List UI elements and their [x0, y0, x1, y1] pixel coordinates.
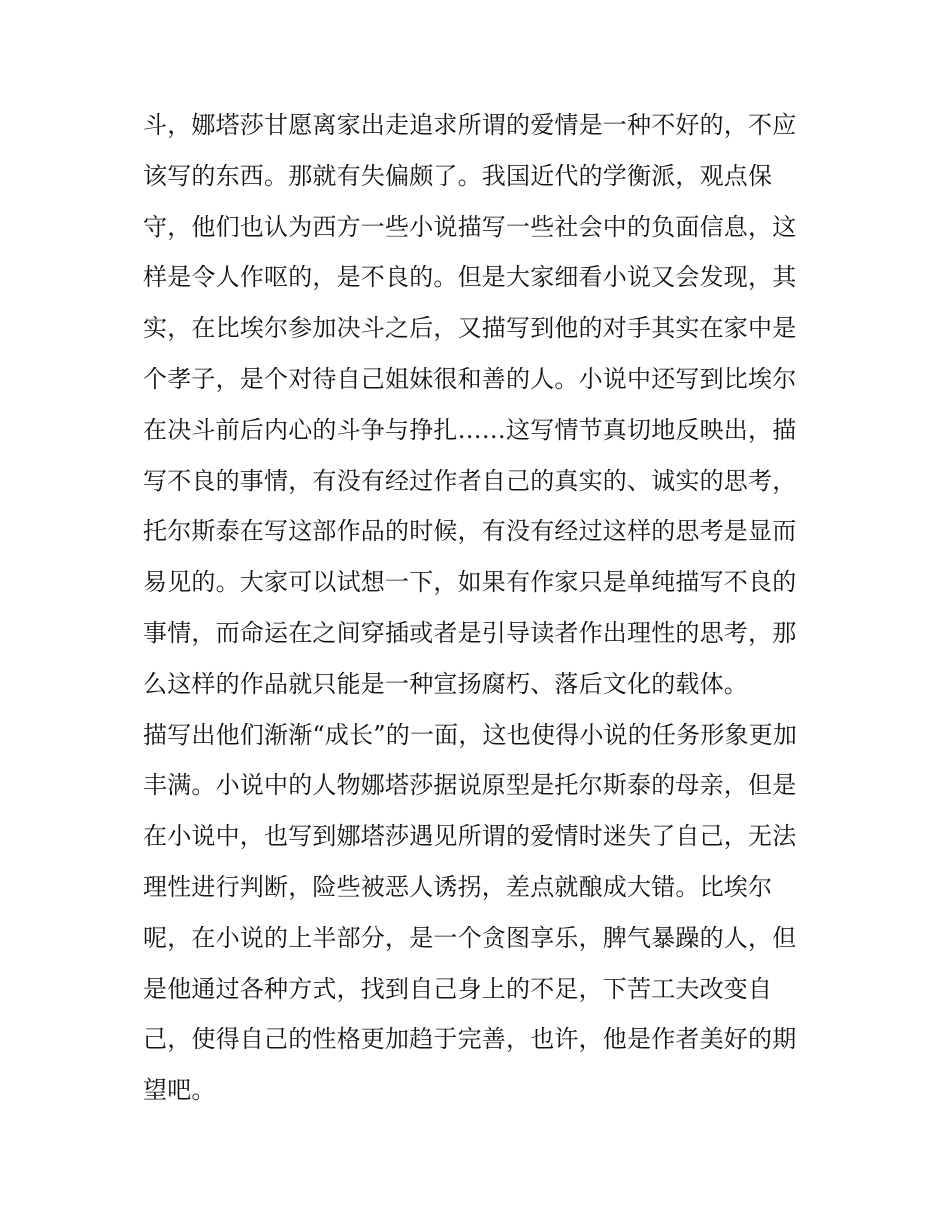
text-line: 该写的东西。那就有失偏颇了。我国近代的学衡派，观点保 — [143, 161, 773, 190]
text-line: 己，使得自己的性格更加趋于完善，也许，他是作者美好的期 — [143, 1025, 797, 1054]
paragraph-1 — [143, 100, 815, 710]
text-line: 望吧。 — [143, 1076, 216, 1105]
text-line: 个孝子，是个对待自己姐妹很和善的人。小说中还写到比埃尔 — [143, 364, 797, 393]
text-line: 样是令人作呕的，是不良的。但是大家细看小说又会发现，其 — [143, 263, 797, 292]
paragraph-2 — [143, 710, 815, 1116]
text-line: 实，在比埃尔参加决斗之后，又描写到他的对手其实在家中是 — [143, 314, 797, 343]
document-body — [143, 100, 815, 1116]
text-line: 在小说中，也写到娜塔莎遇见所谓的爱情时迷失了自己，无法 — [143, 822, 797, 851]
text-line: 理性进行判断，险些被恶人诱拐，差点就酿成大错。比埃尔 — [143, 872, 773, 901]
text-line: 描写出他们渐渐“成长”的一面，这也使得小说的任务形象更加 — [143, 720, 798, 749]
text-line: 托尔斯泰在写这部作品的时候，有没有经过这样的思考是显而 — [143, 517, 797, 546]
text-line: 在决斗前后内心的斗争与挣扎……这写情节真切地反映出，描 — [143, 415, 797, 444]
text-line: 易见的。大家可以试想一下，如果有作家只是单纯描写不良的 — [143, 568, 797, 597]
text-line: 么这样的作品就只能是一种宣扬腐朽、落后文化的载体。 — [143, 669, 748, 698]
text-line: 写不良的事情，有没有经过作者自己的真实的、诚实的思考， — [143, 466, 797, 495]
text-line: 斗，娜塔莎甘愿离家出走追求所谓的爱情是一种不好的，不应 — [143, 111, 797, 139]
text-line: 呢，在小说的上半部分，是一个贪图享乐，脾气暴躁的人，但 — [143, 923, 797, 952]
text-line: 是他通过各种方式，找到自己身上的不足，下苦工夫改变自 — [143, 974, 773, 1003]
text-line: 丰满。小说中的人物娜塔莎据说原型是托尔斯泰的母亲，但是 — [143, 771, 797, 800]
text-line: 事情，而命运在之间穿插或者是引导读者作出理性的思考，那 — [143, 618, 797, 647]
text-line: 守，他们也认为西方一些小说描写一些社会中的负面信息，这 — [143, 212, 797, 241]
